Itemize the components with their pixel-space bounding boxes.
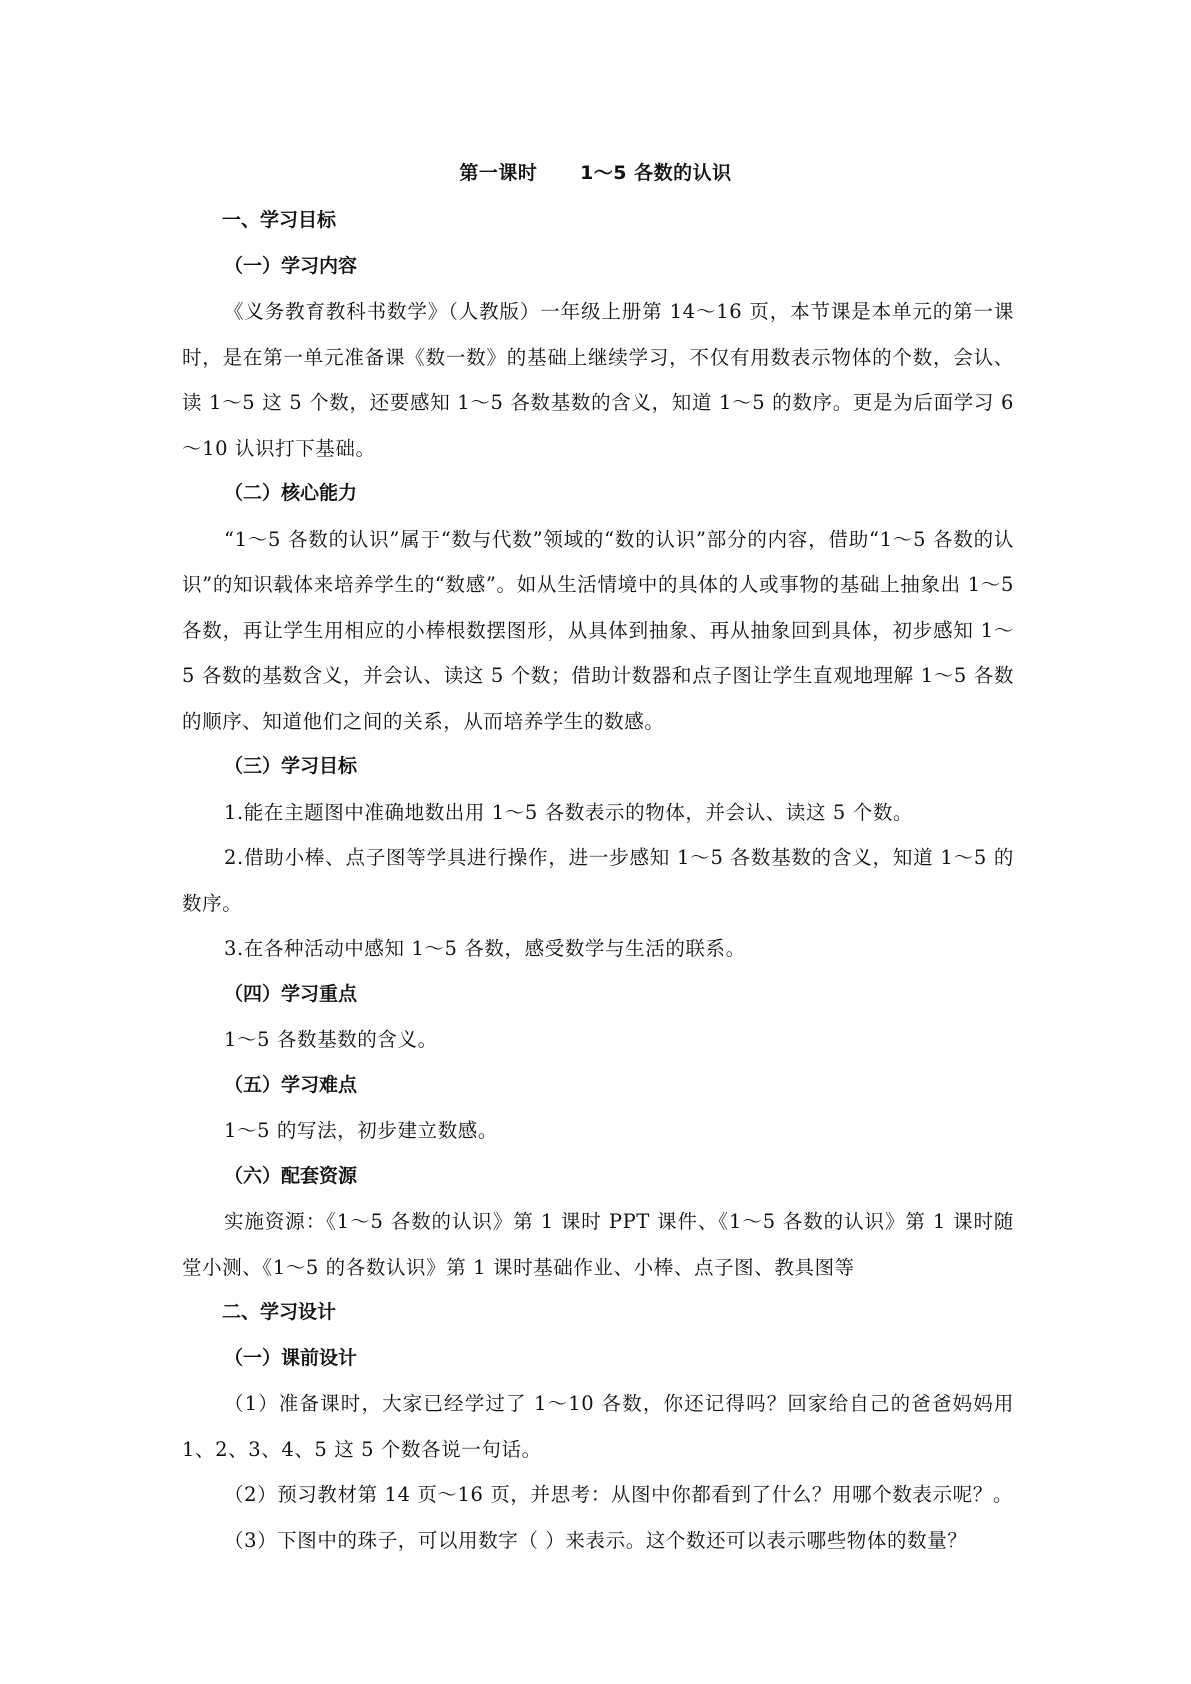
paragraph: 1～5 各数基数的含义。	[224, 1028, 438, 1051]
paragraph: 《义务教育教科书数学》（人教版）一年级上册第 14～16 页，本节课是本单元的第一课时，是在第一单元准备课《数一数》的基础上继续学习，不仅有用数表示物体的个数，会认、读 1～5 这 5 个数，还要感知 1～5 各数基数的含义，知道 1～5 的数序。更是为后面学习 6～10 认识打下基础。	[182, 300, 1014, 460]
paragraph: 2.借助小棒、点子图等学具进行操作，进一步感知 1～5 各数基数的含义，知道 1～5 的数序。	[182, 846, 1014, 915]
subsection-heading: （二）核心能力	[224, 482, 358, 504]
subsection-heading: （五）学习难点	[224, 1073, 358, 1096]
subsection-heading: （一）学习内容	[224, 254, 358, 277]
paragraph: 1～5 的写法，初步建立数感。	[224, 1119, 499, 1142]
subsection-heading: （六）配套资源	[224, 1164, 358, 1187]
document-body	[182, 198, 1014, 1563]
paragraph: （3）下图中的珠子，可以用数字（ ）来表示。这个数还可以表示哪些物体的数量？	[224, 1528, 968, 1552]
paragraph: 实施资源：《1～5 各数的认识》第 1 课时 PPT 课件、《1～5 各数的认识》第 1 课时随堂小测、《1～5 的各数认识》第 1 课时基础作业、小棒、点子图、教具图等	[182, 1210, 1014, 1279]
subsection-heading: （三）学习目标	[224, 755, 358, 777]
section-heading: 一、学习目标	[222, 209, 337, 231]
paragraph: （2）预习教材第 14 页～16 页，并思考：从图中你都看到了什么？用哪个数表示呢？。	[224, 1483, 1013, 1506]
paragraph: 1.能在主题图中准确地数出用 1～5 各数表示的物体，并会认、读这 5 个数。	[224, 800, 914, 824]
paragraph: 3.在各种活动中感知 1～5 各数，感受数学与生活的联系。	[224, 937, 746, 960]
document-title: 第一课时 1～5 各数的认识	[459, 162, 732, 184]
subsection-heading: （四）学习重点	[224, 982, 358, 1005]
section-heading: 二、学习设计	[222, 1301, 337, 1323]
subsection-heading: （一）课前设计	[224, 1346, 358, 1369]
paragraph: “1～5 各数的认识”属于“数与代数”领域的“数的认识”部分的内容，借助“1～5 各数的认识”的知识载体来培养学生的“数感”。如从生活情境中的具体的人或事物的基础上抽象出 1～5 各数，再让学生用相应的小棒根数摆图形，从具体到抽象、再从抽象回到具体，初步感知 1～5 各数的基数含义，并会认、读这 5 个数；借助计数器和点子图让学生直观地理解 1～5 各数的顺序、知道他们之间的关系，从而培养学生的数感。	[182, 527, 1014, 733]
paragraph: （1）准备课时，大家已经学过了 1～10 各数，你还记得吗？回家给自己的爸爸妈妈用 1、2、3、4、5 这 5 个数各说一句话。	[182, 1392, 1014, 1461]
